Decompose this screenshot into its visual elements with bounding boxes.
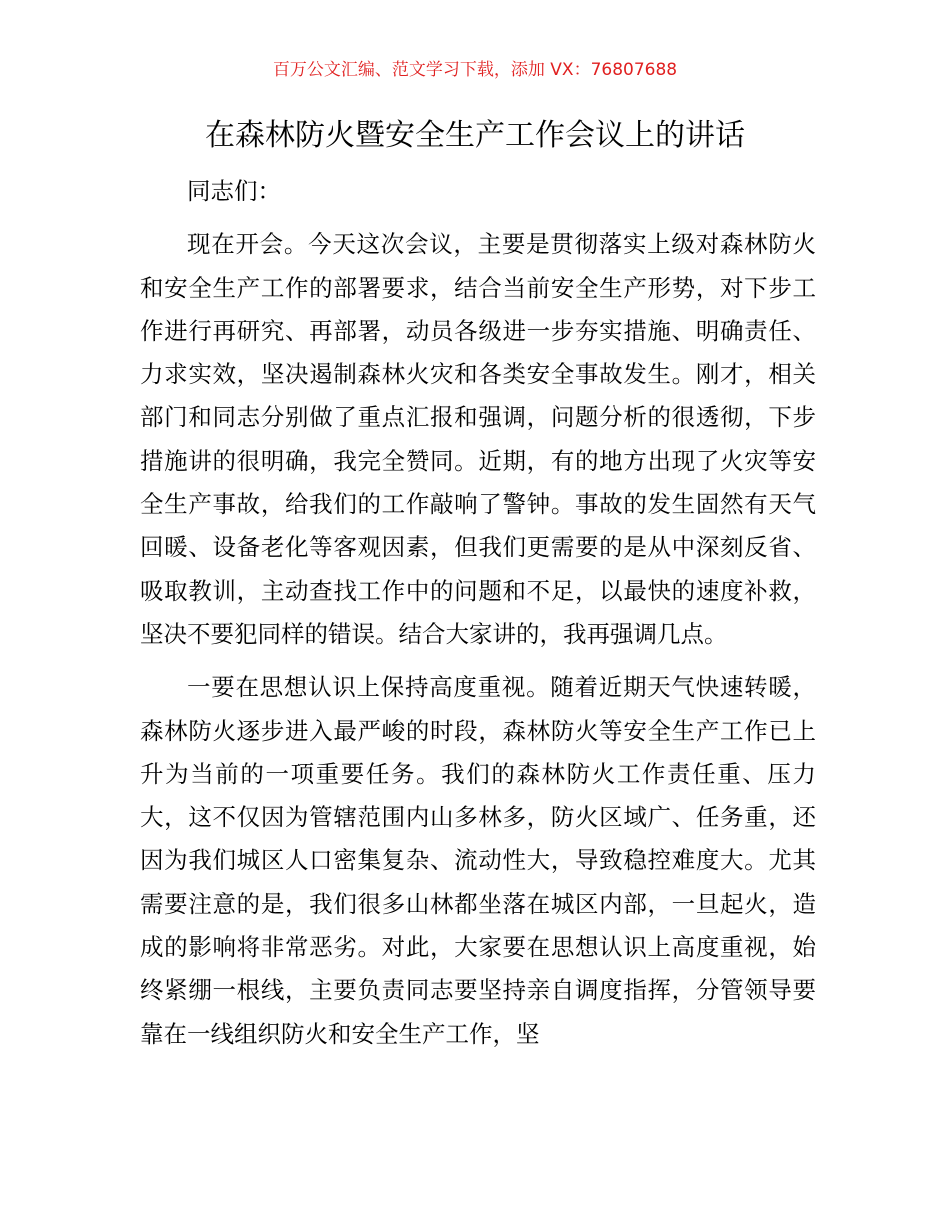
document-title: 在森林防火暨安全生产工作会议上的讲话 [205,118,745,153]
paragraph-point-one: 一要在思想认识上保持高度重视。随着近期天气快速转暖，森林防火逐步进入最严峻的时段，森林防火等安全生产工作已上升为当前的一项重要任务。我们的森林防火工作责任重、压力大，这不仅因为管辖范围内山多林多，防火区域广、任务重，还因为我们城区人口密集复杂、流动性大，导致稳控难度大。尤其需要注意的是，我们很多山林都坐落在城区内部，一旦起火，造成的影响将非常恶劣。对此，大家要在思想认识上高度重视，始终紧绷一根线，主要负责同志要坚持亲自调度指挥，分管领导要靠在一线组织防火和安全生产工作，坚 [140,673,816,1048]
paragraph-opening: 现在开会。今天这次会议，主要是贯彻落实上级对森林防火和安全生产工作的部署要求，结合当前安全生产形势，对下步工作进行再研究、再部署，动员各级进一步夯实措施、明确责任、力求实效，坚决遏制森林火灾和各类安全事故发生。刚才，相关部门和同志分别做了重点汇报和强调，问题分析的很透彻，下步措施讲的很明确，我完全赞同。近期，有的地方出现了火灾等安全生产事故，给我们的工作敲响了警钟。事故的发生固然有天气回暖、设备老化等客观因素，但我们更需要的是从中深刻反省、吸取教训，主动查找工作中的问题和不足，以最快的速度补救，坚决不要犯同样的错误。结合大家讲的，我再强调几点。 [140,230,816,648]
watermark-header: 百万公文汇编、范文学习下载，添加 VX：76807688 [272,60,678,80]
document-body [140,170,816,1056]
greeting: 同志们： [187,177,281,205]
